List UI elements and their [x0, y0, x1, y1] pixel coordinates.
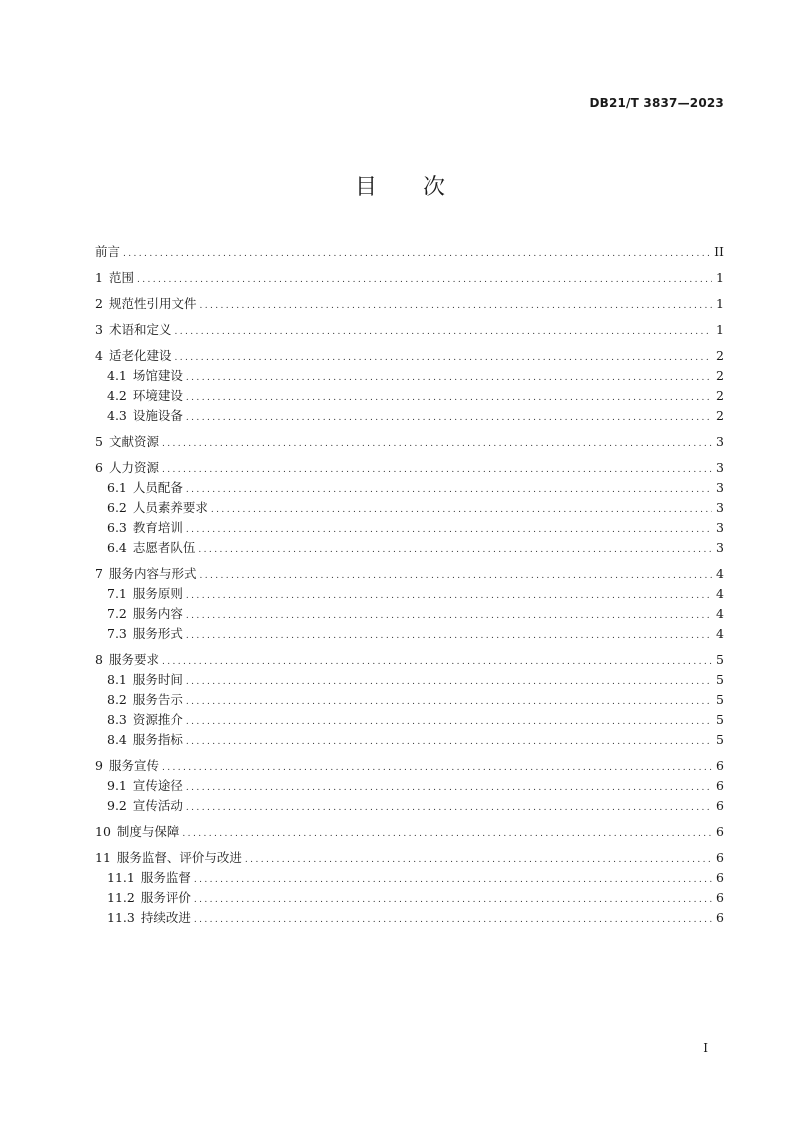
table-of-contents	[95, 242, 724, 928]
toc-entry-page: 4	[716, 626, 724, 641]
toc-entry-label: 规范性引用文件	[108, 296, 197, 311]
toc-entry-page: 1	[716, 296, 724, 311]
toc-dot-leader	[186, 480, 712, 500]
toc-entry-page: 3	[716, 480, 724, 495]
toc-entry-label: 宣传途径	[132, 778, 183, 793]
toc-entry[interactable]	[95, 730, 724, 750]
toc-entry-number: 11.1	[107, 870, 135, 885]
toc-entry-page: 2	[716, 388, 724, 403]
toc-entry-label: 人员素养要求	[132, 500, 208, 515]
toc-entry[interactable]	[95, 584, 724, 604]
toc-entry-number: 8.2	[107, 692, 127, 707]
toc-dot-leader	[186, 692, 712, 712]
toc-entry-number: 4.2	[107, 388, 127, 403]
toc-entry-label: 资源推介	[132, 712, 183, 727]
toc-entry[interactable]	[95, 458, 724, 478]
toc-entry-label: 服务监督、评价与改进	[116, 850, 242, 865]
toc-entry-label: 宣传活动	[132, 798, 183, 813]
toc-entry[interactable]	[95, 710, 724, 730]
toc-entry-number: 6.1	[107, 480, 127, 495]
toc-entry[interactable]	[95, 690, 724, 710]
toc-dot-leader	[137, 270, 712, 290]
page-number: I	[703, 1041, 708, 1055]
toc-entry-page: 5	[716, 732, 724, 747]
toc-entry-number: 9	[95, 758, 103, 773]
toc-dot-leader	[186, 586, 712, 606]
toc-dot-leader	[186, 408, 712, 428]
toc-entry[interactable]	[95, 670, 724, 690]
toc-entry-label: 服务内容与形式	[108, 566, 197, 581]
toc-entry-page: 3	[716, 540, 724, 555]
toc-entry-number: 6.3	[107, 520, 127, 535]
toc-entry[interactable]	[95, 868, 724, 888]
toc-dot-leader	[162, 434, 712, 454]
toc-entry-page: 5	[716, 672, 724, 687]
toc-entry-page: 6	[716, 778, 724, 793]
toc-dot-leader	[194, 910, 712, 930]
toc-entry-page: 1	[716, 322, 724, 337]
toc-dot-leader	[162, 460, 712, 480]
toc-entry[interactable]	[95, 908, 724, 928]
toc-entry[interactable]	[95, 320, 724, 340]
toc-entry-page: 5	[716, 692, 724, 707]
toc-entry-page: 2	[716, 348, 724, 363]
toc-entry-label: 制度与保障	[116, 824, 180, 839]
toc-entry-number: 11.3	[107, 910, 135, 925]
toc-entry[interactable]	[95, 366, 724, 386]
toc-entry-label: 服务评价	[140, 890, 191, 905]
toc-entry-number: 8.3	[107, 712, 127, 727]
toc-dot-leader	[162, 652, 712, 672]
toc-entry[interactable]	[95, 432, 724, 452]
toc-entry[interactable]	[95, 498, 724, 518]
toc-entry-page: 1	[716, 270, 724, 285]
toc-dot-leader	[186, 672, 712, 692]
toc-entry-page: 3	[716, 500, 724, 515]
toc-dot-leader	[186, 626, 712, 646]
toc-dot-leader	[186, 798, 712, 818]
toc-entry-number: 11.2	[107, 890, 135, 905]
toc-dot-leader	[174, 322, 712, 342]
toc-entry-label: 服务要求	[108, 652, 159, 667]
toc-entry[interactable]	[95, 538, 724, 558]
toc-entry-number: 7.3	[107, 626, 127, 641]
toc-dot-leader	[186, 388, 712, 408]
toc-entry-number: 6	[95, 460, 103, 475]
toc-entry-number: 2	[95, 296, 103, 311]
toc-entry[interactable]	[95, 848, 724, 868]
toc-entry-page: 6	[716, 890, 724, 905]
toc-entry[interactable]	[95, 604, 724, 624]
toc-entry[interactable]	[95, 564, 724, 584]
toc-entry-number: 6.2	[107, 500, 127, 515]
toc-entry-page: 6	[716, 824, 724, 839]
toc-dot-leader	[194, 890, 712, 910]
toc-entry-page: II	[714, 244, 724, 259]
toc-entry-number: 9.2	[107, 798, 127, 813]
toc-entry[interactable]	[95, 346, 724, 366]
toc-entry-number: 8.4	[107, 732, 127, 747]
toc-entry-label: 前言	[95, 244, 121, 259]
toc-entry-number: 9.1	[107, 778, 127, 793]
toc-entry-page: 3	[716, 520, 724, 535]
toc-dot-leader	[186, 778, 712, 798]
toc-entry-label: 服务内容	[132, 606, 183, 621]
toc-entry-page: 5	[716, 652, 724, 667]
toc-dot-leader	[245, 850, 712, 870]
toc-entry-page: 6	[716, 758, 724, 773]
toc-entry-number: 4.3	[107, 408, 127, 423]
toc-entry-label: 服务宣传	[108, 758, 159, 773]
page-title-char-1: 目	[354, 175, 377, 200]
page-title	[0, 170, 800, 201]
toc-entry-number: 7.2	[107, 606, 127, 621]
toc-entry[interactable]	[95, 756, 724, 776]
toc-entry-number: 7.1	[107, 586, 127, 601]
toc-dot-leader	[162, 758, 712, 778]
toc-entry-label: 范围	[108, 270, 134, 285]
toc-entry-label: 人员配备	[132, 480, 183, 495]
toc-entry-label: 服务时间	[132, 672, 183, 687]
toc-dot-leader	[186, 606, 712, 626]
toc-dot-leader	[199, 566, 712, 586]
toc-entry[interactable]	[95, 650, 724, 670]
toc-entry-number: 7	[95, 566, 103, 581]
toc-entry-label: 人力资源	[108, 460, 159, 475]
toc-entry-label: 持续改进	[140, 910, 191, 925]
toc-entry-label: 服务原则	[132, 586, 183, 601]
toc-entry-number: 6.4	[107, 540, 127, 555]
toc-entry-page: 2	[716, 408, 724, 423]
toc-dot-leader	[174, 348, 712, 368]
toc-entry-label: 服务监督	[140, 870, 191, 885]
toc-entry-page: 4	[716, 566, 724, 581]
toc-dot-leader	[194, 870, 712, 890]
toc-entry-number: 8	[95, 652, 103, 667]
toc-entry-label: 术语和定义	[108, 322, 172, 337]
toc-entry[interactable]	[95, 406, 724, 426]
toc-dot-leader	[186, 712, 712, 732]
toc-entry-number: 4	[95, 348, 103, 363]
toc-entry[interactable]	[95, 294, 724, 314]
toc-entry[interactable]	[95, 796, 724, 816]
toc-entry-page: 6	[716, 910, 724, 925]
toc-dot-leader	[186, 368, 712, 388]
toc-entry-label: 服务告示	[132, 692, 183, 707]
toc-entry-number: 3	[95, 322, 103, 337]
toc-entry-page: 4	[716, 586, 724, 601]
toc-entry-label: 教育培训	[132, 520, 183, 535]
toc-entry[interactable]	[95, 776, 724, 796]
toc-entry[interactable]	[95, 518, 724, 538]
toc-entry-number: 8.1	[107, 672, 127, 687]
toc-entry-label: 服务形式	[132, 626, 183, 641]
toc-entry-number: 5	[95, 434, 103, 449]
toc-entry[interactable]	[95, 268, 724, 288]
toc-dot-leader	[211, 500, 712, 520]
toc-dot-leader	[199, 296, 712, 316]
toc-entry-page: 6	[716, 850, 724, 865]
toc-dot-leader	[186, 520, 712, 540]
toc-entry-number: 4.1	[107, 368, 127, 383]
toc-entry-label: 设施设备	[132, 408, 183, 423]
toc-entry[interactable]	[95, 888, 724, 908]
toc-entry-label: 文献资源	[108, 434, 159, 449]
toc-entry-number: 1	[95, 270, 103, 285]
toc-entry-page: 3	[716, 434, 724, 449]
toc-entry-label: 服务指标	[132, 732, 183, 747]
toc-entry[interactable]	[95, 242, 724, 262]
page-title-char-2: 次	[423, 175, 446, 200]
document-code: DB21/T 3837—2023	[589, 96, 724, 110]
toc-entry-label: 适老化建设	[108, 348, 172, 363]
toc-entry[interactable]	[95, 624, 724, 644]
toc-dot-leader	[198, 540, 712, 560]
toc-entry-page: 6	[716, 798, 724, 813]
toc-dot-leader	[182, 824, 712, 844]
toc-entry-label: 环境建设	[132, 388, 183, 403]
toc-entry-page: 3	[716, 460, 724, 475]
toc-entry-page: 5	[716, 712, 724, 727]
toc-entry-page: 4	[716, 606, 724, 621]
toc-entry-page: 6	[716, 870, 724, 885]
toc-entry-page: 2	[716, 368, 724, 383]
toc-entry-number: 11	[95, 850, 111, 865]
toc-entry[interactable]	[95, 386, 724, 406]
toc-entry-number: 10	[95, 824, 111, 839]
toc-entry[interactable]	[95, 822, 724, 842]
toc-entry-label: 志愿者队伍	[132, 540, 196, 555]
toc-entry[interactable]	[95, 478, 724, 498]
toc-entry-label: 场馆建设	[132, 368, 183, 383]
toc-dot-leader	[123, 244, 710, 264]
toc-dot-leader	[186, 732, 712, 752]
